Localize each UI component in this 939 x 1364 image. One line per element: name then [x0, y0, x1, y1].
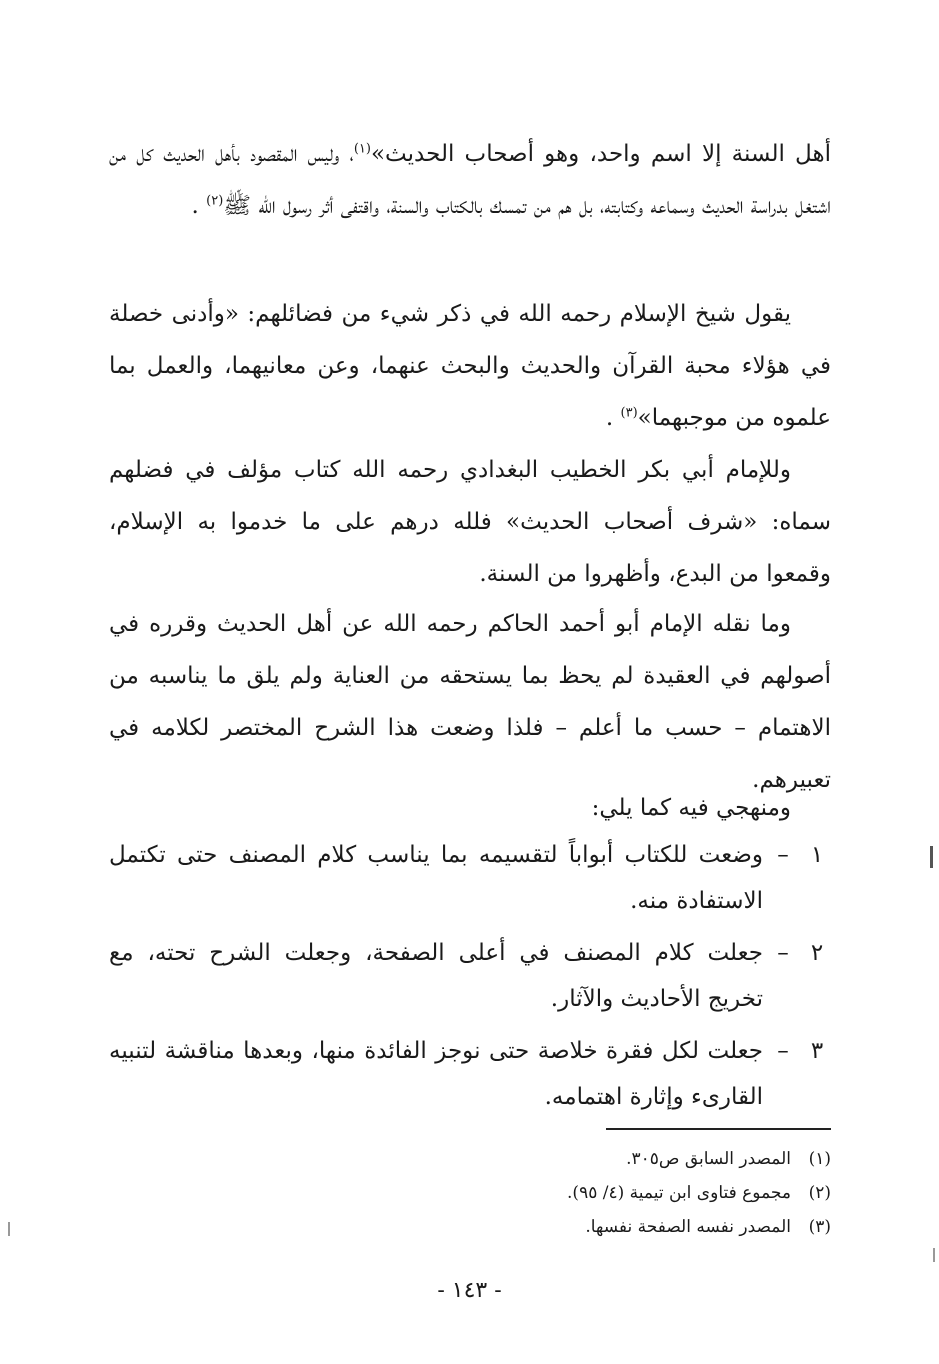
scan-mark — [930, 846, 933, 868]
paragraph-2-text-a: يقول شيخ الإسلام رحمه الله في ذكر شيء من فضائلهم: «وأدنى خصلة في هؤلاء محبة القرآن والحديث والبحث عنهما، وعن معانيهما، والعمل بما علموه من موجبهما» — [109, 301, 831, 431]
paragraph-1-text-c: . — [191, 193, 207, 219]
list-item — [109, 1028, 831, 1120]
footnote-number: (٢) — [808, 1183, 831, 1203]
method-list — [109, 832, 831, 1126]
footnote-item — [109, 1142, 831, 1176]
footnote-text: المصدر نفسه الصفحة نفسها. — [585, 1217, 791, 1237]
paragraph-1 — [109, 128, 831, 232]
footnote-ref-2[interactable]: (٢) — [206, 193, 224, 209]
list-item-number: ٢ — [810, 940, 824, 966]
page-number: - ١٤٣ - — [437, 1278, 502, 1303]
paragraph-4: وما نقله الإمام أبو أحمد الحاكم رحمه الله عن أهل الحديث وقرره في أصولهم في العقيدة لم يحظ بما يستحقه من العناية ولم يلق ما يناسبه من الاهتمام – حسب ما أعلم – فلذا وضعت هذا الشرح المختصر لكلامه في تعبيرهم. — [109, 611, 831, 793]
footnote-text: مجموع فتاوى ابن تيمية (٤/ ٩٥). — [567, 1183, 791, 1203]
scan-mark — [933, 1248, 935, 1262]
paragraph-5: ومنهجي فيه كما يلي: — [591, 795, 791, 821]
list-item-number: ١ — [810, 842, 824, 868]
list-item-text: جعلت كلام المصنف في أعلى الصفحة، وجعلت الشرح تحته، مع تخريج الأحاديث والآثار. — [109, 940, 763, 1012]
footnotes — [109, 1142, 831, 1244]
footnote-ref-1[interactable]: (١) — [353, 141, 371, 157]
footnote-number: (٣) — [808, 1217, 831, 1237]
paragraph-2 — [109, 288, 831, 444]
list-item-dash: – — [777, 940, 789, 966]
paragraph-1-text-b: ، وليس المقصود بأهل الحديث كل من اشتغل بدراسة الحديث وسماعه وكتابته، بل هم من تمسك بالكتاب والسنة، واقتفى أثر رسول الله ﷺ — [109, 141, 831, 219]
footnote-ref-3[interactable]: (٣) — [620, 405, 638, 421]
footnote-number: (١) — [808, 1149, 831, 1169]
list-item-text: وضعت للكتاب أبواباً لتقسيمه بما يناسب كلام المصنف حتى تكتمل الاستفادة منه. — [109, 842, 763, 914]
list-item-number: ٣ — [810, 1038, 824, 1064]
scan-mark — [8, 1222, 10, 1236]
list-item-text: جعلت لكل فقرة خلاصة حتى نوجز الفائدة منها، وبعدها مناقشة لتنبيه القارىء وإثارة اهتمامه. — [109, 1038, 763, 1110]
paragraph-2-text-b: . — [605, 405, 621, 431]
list-item — [109, 832, 831, 924]
list-item-dash: – — [777, 1038, 789, 1064]
list-item — [109, 930, 831, 1022]
footnote-divider — [606, 1128, 831, 1130]
list-item-dash: – — [777, 842, 789, 868]
paragraph-1-text-a: أهل السنة إلا اسم واحد، وهو أصحاب الحديث» — [370, 141, 831, 167]
footnote-item — [109, 1210, 831, 1244]
footnote-text: المصدر السابق ص٣٠٥. — [626, 1149, 791, 1169]
footnote-item — [109, 1176, 831, 1210]
paragraph-3: وللإمام أبي بكر الخطيب البغدادي رحمه الله كتاب مؤلف في فضلهم سماه: «شرف أصحاب الحديث» فلله درهم على ما خدموا به الإسلام، وقمعوا من البدع، وأظهروا من السنة. — [109, 457, 831, 587]
